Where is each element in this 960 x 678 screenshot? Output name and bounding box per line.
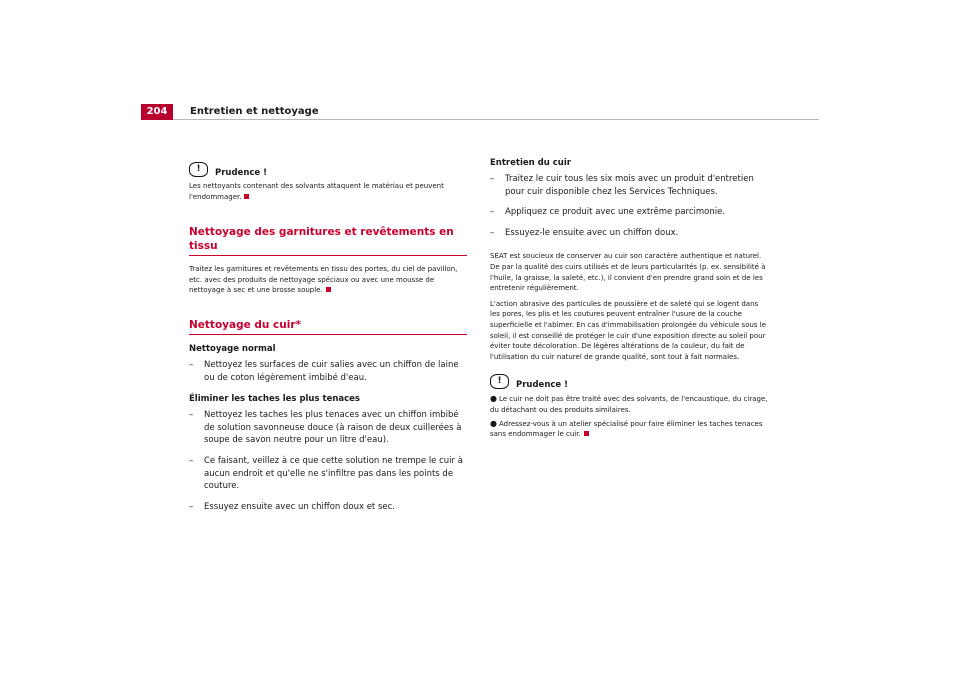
end-mark-icon	[244, 194, 249, 199]
dash-marker: –	[490, 207, 495, 218]
exclamation-icon: !	[490, 374, 509, 389]
dash-marker: –	[490, 174, 495, 184]
caution-bullet	[490, 419, 768, 440]
step-text: Nettoyez les taches les plus tenaces avec un chiffon imbibé de solution savonneuse douce (à raison de deux cuillerées à soupe de savon neutre pour un litre d'eau).	[204, 410, 462, 446]
page-number: 204	[141, 104, 173, 120]
dash-marker: –	[189, 455, 194, 466]
dash-marker: –	[490, 227, 495, 238]
subhead-tough-stains: Éliminer les taches les plus tenaces	[189, 394, 360, 405]
paragraph-abrasion: L'action abrasive des particules de poussière et de saleté qui se logent dans les pores, les plis et les coutures peuvent entraîner l'usure de la couche superficielle et l'abîmer. En cas d'immobilisation prolongée du véhicule sous le soleil, il est conseillé de protéger le cuir d'une exposition directe au soleil pour éviter toute décoloration. De légères altérations de la couleur, du fait de l'utilisation du cuir naturel de grande qualité, sont tout à fait normales.	[490, 299, 767, 361]
caution-box-solvents	[189, 160, 467, 202]
end-mark-icon	[584, 431, 589, 436]
caution-text	[189, 181, 467, 202]
left-column	[189, 160, 467, 513]
step-text: Ce faisant, veillez à ce que cette solution ne trempe le cuir à aucun endroit et qu'elle ne s'infiltre pas dans les points de couture.	[204, 455, 463, 492]
caution-box-leather	[490, 372, 768, 439]
dash-marker: –	[189, 410, 194, 421]
step-item	[189, 455, 467, 493]
exclamation-icon: !	[189, 162, 208, 177]
subhead-leather-care: Entretien du cuir	[490, 158, 571, 168]
step-item	[490, 206, 768, 219]
step-item	[490, 173, 768, 198]
step-text: Traitez le cuir tous les six mois avec un produit d'entretien pour cuir disponible chez les Services Techniques.	[505, 174, 754, 197]
end-mark-icon	[326, 287, 331, 292]
step-item	[189, 501, 467, 514]
fabric-text-content: Traitez les garnitures et revêtements en tissu des portes, du ciel de pavillon, etc. avec des produits de nettoyage spéciaux ou avec une mousse de nettoyage à sec et une brosse souple.	[189, 265, 458, 295]
step-text: Essuyez ensuite avec un chiffon doux et sec.	[204, 501, 395, 512]
dash-marker: –	[189, 359, 194, 370]
caution-header	[490, 372, 768, 390]
section-text-fabric	[189, 264, 467, 296]
bullet-text: Adressez-vous à un atelier spécialisé pour faire éliminer les taches tenaces sans endommager le cuir.	[490, 419, 763, 439]
step-text: Essuyez-le ensuite avec un chiffon doux.	[505, 227, 679, 238]
caution-title: Prudence !	[215, 168, 268, 178]
running-header-title: Entretien et nettoyage	[190, 106, 319, 117]
step-text: Appliquez ce produit avec une extrême parcimonie.	[505, 207, 726, 218]
section-title-leather: Nettoyage du cuir*	[189, 318, 467, 335]
section-title-fabric: Nettoyage des garnitures et revêtements en tissu	[189, 225, 467, 256]
caution-text-content: Les nettoyants contenant des solvants attaquent le matériau et peuvent l'endommager.	[189, 182, 444, 201]
header-divider	[173, 119, 819, 120]
right-column	[490, 157, 768, 440]
bullet-text: Le cuir ne doit pas être traité avec des solvants, de l'encaustique, du cirage, du détachant ou des produits similaires.	[490, 395, 768, 414]
caution-bullet	[490, 394, 768, 415]
caution-header	[189, 160, 467, 178]
step-item	[490, 227, 768, 240]
paragraph-leather-quality: SEAT est soucieux de conserver au cuir son caractère authentique et naturel. De par la qualité des cuirs utilisés et de leurs particularités (p. ex. sensibilité à l'huile, la graisse, la saleté, etc.), il convient d'en prendre grand soin et de les entretenir régulièrement.	[490, 252, 766, 293]
subhead-normal-cleaning: Nettoyage normal	[189, 343, 276, 354]
dash-marker: –	[189, 501, 194, 512]
caution-title: Prudence !	[516, 380, 569, 391]
step-text: Nettoyez les surfaces de cuir salies avec un chiffon de laine ou de coton légèrement imbibé d'eau.	[204, 359, 459, 383]
step-item	[189, 409, 467, 447]
bullet-icon: ●	[490, 394, 497, 404]
bullet-icon: ●	[490, 418, 497, 428]
step-item	[189, 359, 467, 384]
